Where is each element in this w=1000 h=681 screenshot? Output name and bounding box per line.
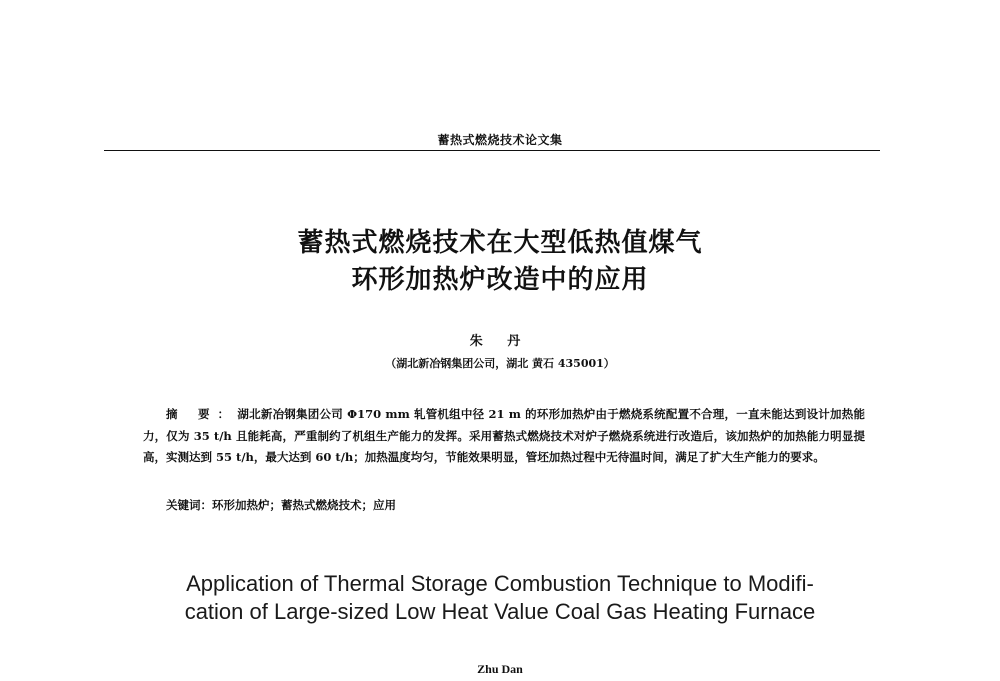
abstract-label: 摘 要： (166, 407, 238, 421)
english-author-name: Zhu Dan (477, 662, 523, 676)
keywords-text: 环形加热炉；蓄热式燃烧技术；应用 (212, 498, 396, 512)
english-title-line-2: cation of Large-sized Low Heat Value Coal Gas Heating Furnace (184, 599, 816, 624)
title-line-1: 蓄热式燃烧技术在大型低热值煤气 (297, 228, 703, 258)
english-title-line-1: Application of Thermal Storage Combustion Technique to Modifi- (186, 571, 814, 596)
header-rule (104, 150, 880, 151)
author-affiliation: （湖北新冶钢集团公司，湖北 黄石 435001） (385, 357, 615, 370)
author-name: 朱 丹 (469, 334, 531, 349)
keywords (143, 495, 865, 516)
abstract (143, 404, 865, 469)
keywords-label: 关键词： (166, 498, 212, 512)
abstract-text: 湖北新冶钢集团公司 Φ170 mm 轧管机组中径 21 m 的环形加热炉由于燃烧系统配置不合理，一直未能达到设计加热能力，仅为 35 t/h 且能耗高，严重制约了机组生产能力的发挥。采用蓄热式燃烧技术对炉子燃烧系统进行改造后，该加热炉的加热能力明显提高，实测达到 55 t/h，最大达到 60 t/h；加热温度均匀，节能效果明显，管坯加热过程中无待温时间，满足了扩大生产能力的要求。 (143, 407, 865, 464)
title-line-2: 环形加热炉改造中的应用 (351, 265, 649, 295)
running-head: 蓄热式燃烧技术论文集 (437, 133, 563, 147)
